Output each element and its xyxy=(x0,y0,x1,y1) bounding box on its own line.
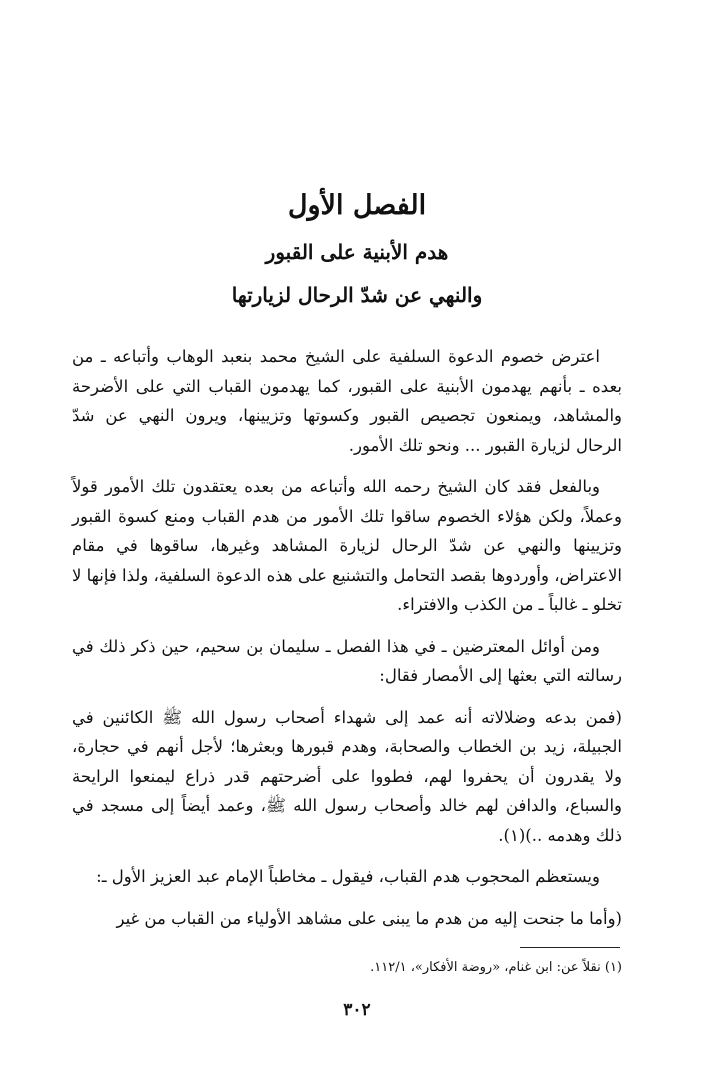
paragraph-3: ومن أوائل المعترضين ـ في هذا الفصل ـ سليمان بن سحيم، حين ذكر ذلك في رسالته التي بعثها إلى الأمصار فقال: xyxy=(72,636,622,685)
chapter-subtitle-line-2: والنهي عن شدّ الرحال لزيارتها xyxy=(231,283,483,307)
paragraph-1: اعترض خصوم الدعوة السلفية على الشيخ محمد بنعبد الوهاب وأتباعه ـ من بعده ـ بأنهم يهدمون الأبنية على القبور، كما يهدمون القباب التي على الأضرحة والمشاهد، ويمنعون تجصيص القبور وكسوتها وتزيينها، ويرون النهي عن شدّ الرحال لزيارة القبور ... ونحو تلك الأمور. xyxy=(72,347,622,455)
paragraph-6: (وأما ما جنحت إليه من هدم ما يبنى على مشاهد الأولياء من القباب من غير xyxy=(116,908,622,928)
page-number: ٣٠٢ xyxy=(343,1000,371,1020)
body-text xyxy=(72,342,622,945)
paragraph-2: وبالفعل فقد كان الشيخ رحمه الله وأتباعه من بعده يعتقدون تلك الأمور قولاً وعملاً، ولكن هؤلاء الخصوم ساقوا تلك الأمور من هدم القباب ومنع كسوة القبور وتزيينها والنهي عن شدّ الرحال لزيارة المشاهد وغيرها، ساقوها في مقام الاعتراض، وأوردوها بقصد التحامل والتشنيع على هذه الدعوة السلفية، ولذا فإنها لا تخلو ـ غالباً ـ من الكذب والافتراء. xyxy=(72,477,622,614)
paragraph-5: ويستعظم المحجوب هدم القباب، فيقول ـ مخاطباً الإمام عبد العزيز الأول ـ: xyxy=(96,867,600,886)
chapter-subtitle-line-1: هدم الأبنية على القبور xyxy=(265,240,449,264)
chapter-title: الفصل الأول xyxy=(287,190,427,221)
quote-paragraph: (فمن بدعه وضلالاته أنه عمد إلى شهداء أصحاب رسول الله ﷺ الكائنين في الجبيلة، زيد بن الخطاب والصحابة، وهدم قبورها وبعثرها؛ لأجل أنهم في حجارة، ولا يقدرون أن يحفروا لهم، فطووا على أضرحتهم قدر ذراع ليمنعوا الرايحة والسباع، والدافن لهم خالد وأصحاب رسول الله ﷺ، وعمد أيضاً إلى مسجد في ذلك وهدمه ..)(١). xyxy=(72,707,622,845)
footnote-divider xyxy=(520,947,620,948)
footnote: (١) نقلاً عن: ابن غنام، «روضة الأفكار»، ١١٢/١. xyxy=(370,960,622,975)
